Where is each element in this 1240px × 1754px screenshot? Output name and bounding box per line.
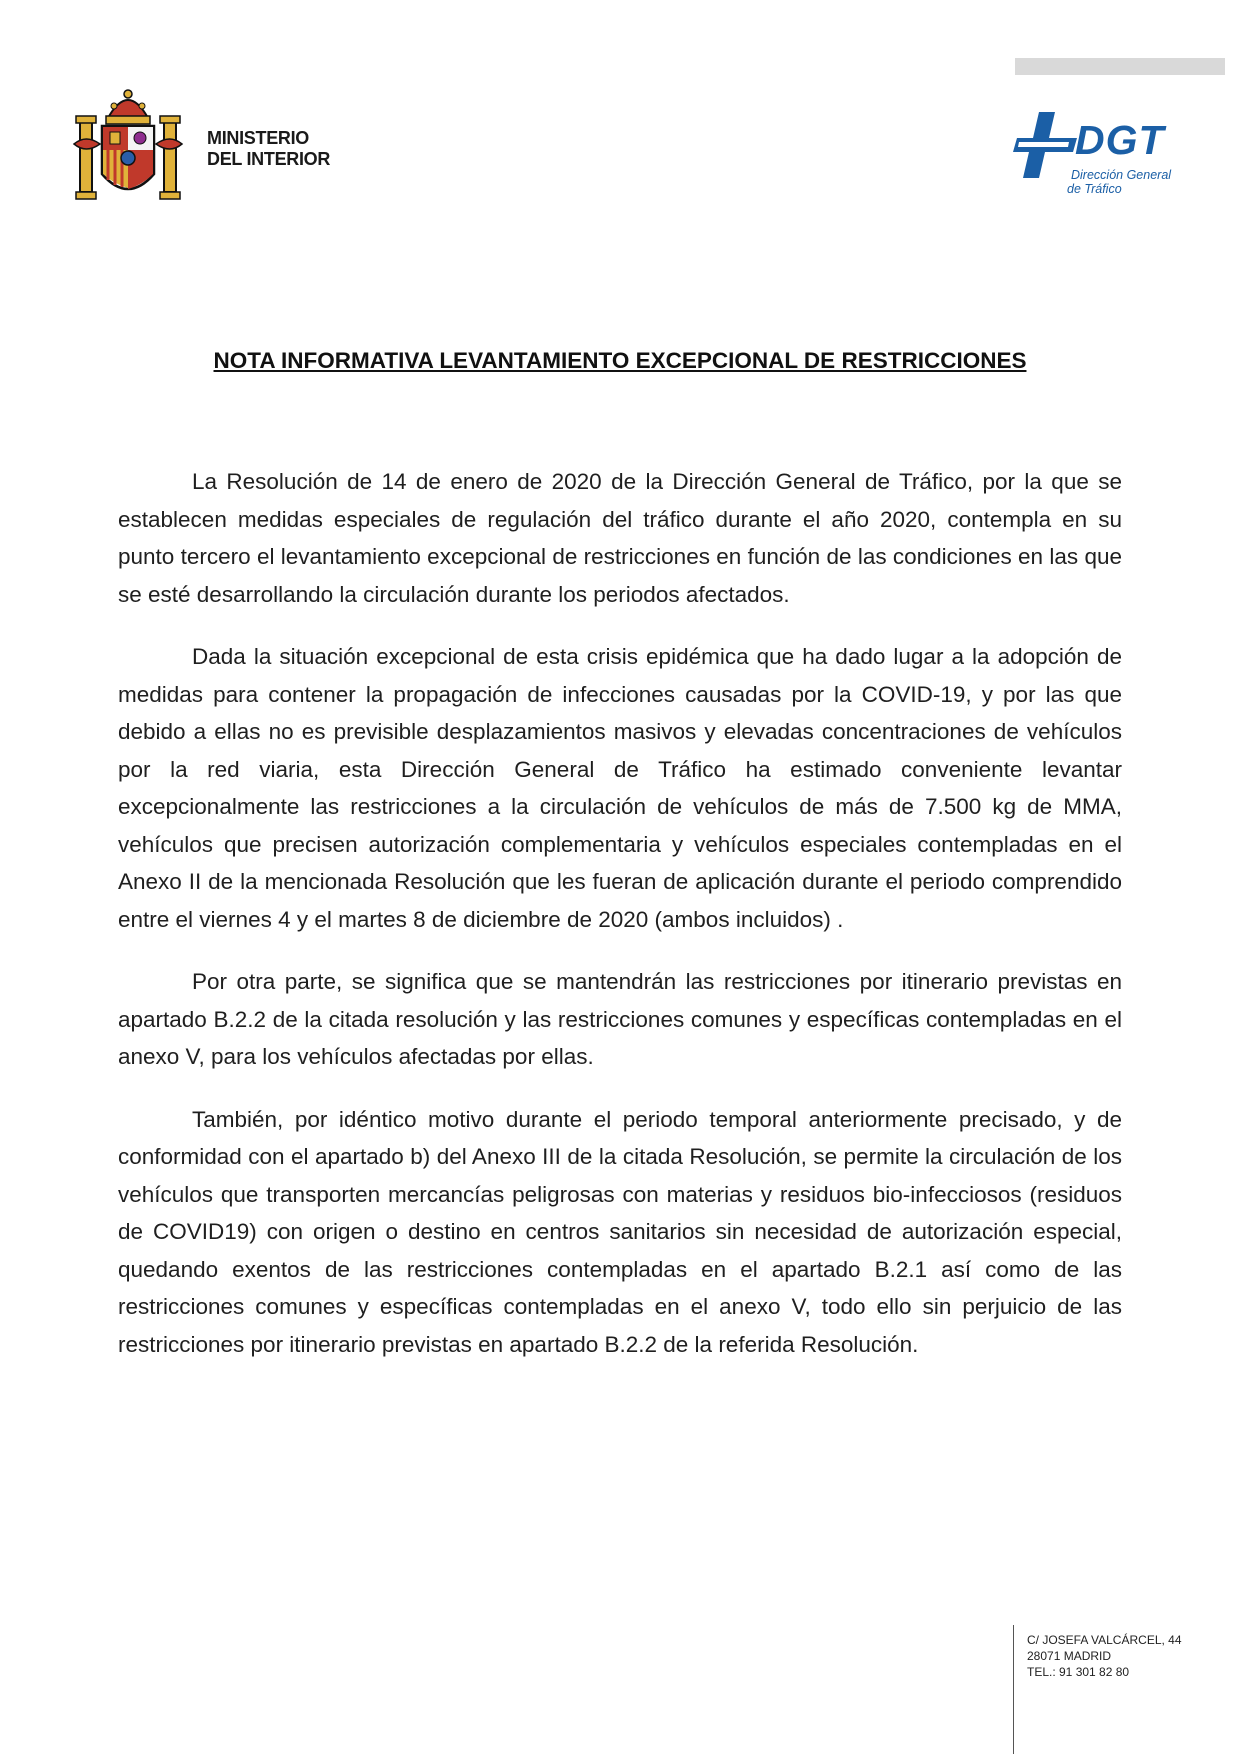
footer-city: 28071 MADRID — [1027, 1649, 1112, 1663]
document-title: NOTA INFORMATIVA LEVANTAMIENTO EXCEPCIONAL DE RESTRICCIONES — [213, 348, 1027, 373]
dgt-subtitle-line-2: de Tráfico — [1067, 182, 1122, 196]
footer-address — [1027, 1632, 1182, 1680]
ministry-header — [72, 88, 372, 208]
paragraph-3: Por otra parte, se significa que se mantendrán las restricciones por itinerario previstas en apartado B.2.2 de la citada resolución y las restricciones comunes y específicas contempladas en el anexo V, para los vehículos afectadas por ellas. — [118, 969, 1122, 1069]
dgt-logo — [1013, 108, 1188, 200]
paragraph-1: La Resolución de 14 de enero de 2020 de la Dirección General de Tráfico, por la que se establecen medidas especiales de regulación del tráfico durante el año 2020, contempla en su punto tercero el levantamiento excepcional de restricciones en función de las condiciones en las que se esté desarrollando la circulación durante los periodos afectados. — [118, 469, 1122, 607]
ministry-line-2: DEL INTERIOR — [207, 149, 331, 169]
footer-street: C/ JOSEFA VALCÁRCEL, 44 — [1027, 1633, 1182, 1647]
spain-coat-of-arms-icon — [72, 88, 184, 208]
paragraph-2: Dada la situación excepcional de esta crisis epidémica que ha dado lugar a la adopción de medidas para contener la propagación de infecciones causadas por la COVID-19, y por las que debido a ellas no es previsible desplazamientos masivos y elevadas concentraciones de vehículos por la red viaria, esta Dirección General de Tráfico ha estimado conveniente levantar excepcionalmente las restricciones a la circulación de vehículos de más de 7.500 kg de MMA, vehículos que precisen autorización complementaria y vehículos especiales contempladas en el Anexo II de la mencionada Resolución que les fueran de aplicación durante el periodo comprendido entre el viernes 4 y el martes 8 de diciembre de 2020 (ambos incluidos) . — [118, 644, 1122, 932]
footer-divider — [1013, 1625, 1014, 1754]
dgt-letters: DGT — [1075, 117, 1165, 163]
paragraph-4: También, por idéntico motivo durante el periodo temporal anteriormente precisado, y de conformidad con el apartado b) del Anexo III de la citada Resolución, se permite la circulación de los vehículos que transporten mercancías peligrosas con materias y residuos bio-infecciosos (residuos de COVID19) con origen o destino en centros sanitarios sin necesidad de autorización especial, quedando exentos de las restricciones contempladas en el apartado B.2.1 así como de las restricciones comunes y específicas contempladas en el anexo V, todo ello sin perjuicio de las restricciones por itinerario previstas en apartado B.2.2 de la referida Resolución. — [118, 1106, 1122, 1357]
ministry-line-1: MINISTERIO — [207, 128, 310, 148]
dgt-subtitle-line-1: Dirección General — [1071, 168, 1172, 182]
dgt-cross-logo-icon — [1013, 112, 1077, 178]
dgt-subtitle — [1067, 168, 1172, 196]
ministry-name — [207, 128, 330, 170]
footer-phone: TEL.: 91 301 82 80 — [1027, 1665, 1130, 1679]
document-body — [118, 463, 1122, 1388]
header-grey-bar — [1015, 58, 1225, 75]
